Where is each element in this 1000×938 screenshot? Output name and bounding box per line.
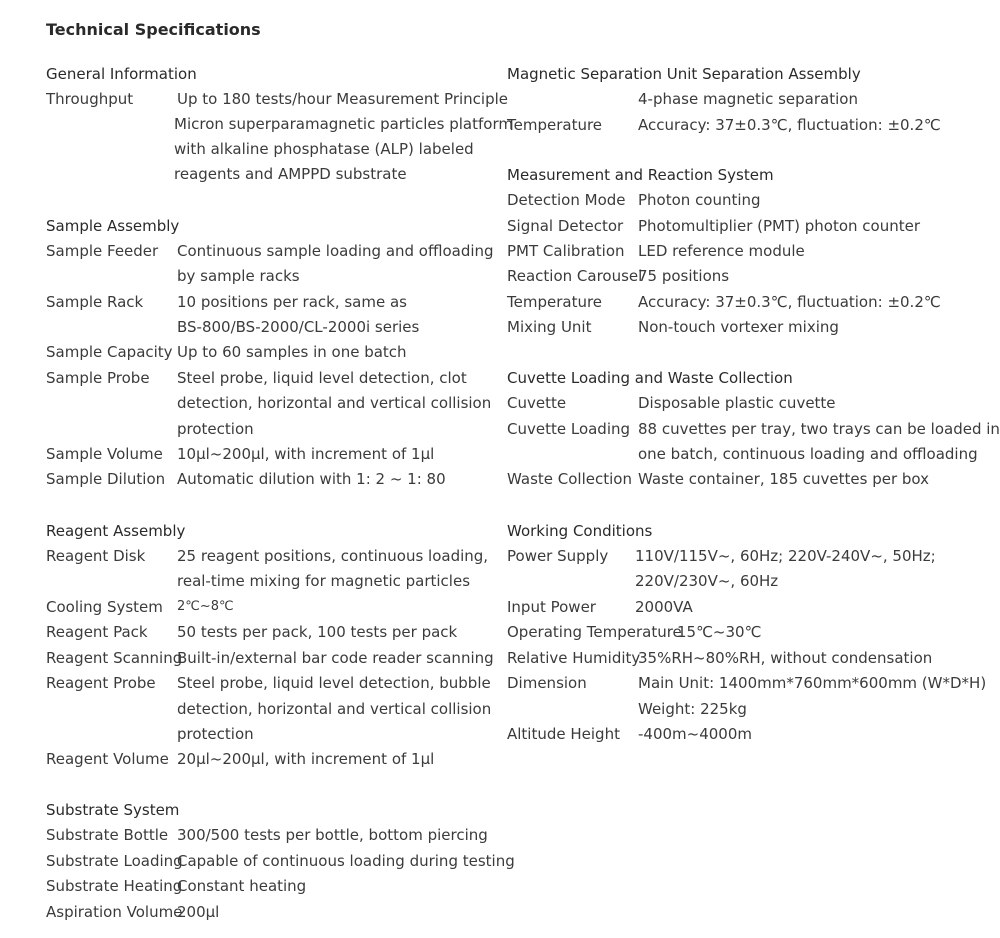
reagent-volume-label: Reagent Volume (46, 750, 169, 768)
cuvette-value: Disposable plastic cuvette (638, 394, 836, 412)
magnetic-temperature-value: Accuracy: 37±0.3℃, fluctuation: ±0.2℃ (638, 116, 941, 134)
sample-rack-value-line-2: BS-800/BS-2000/CL-2000i series (177, 318, 420, 336)
magnetic-separation-heading-bold: Magnetic Separation Unit (507, 65, 698, 83)
measurement-heading: Measurement and Reaction System (507, 166, 774, 184)
dimension-value-line-2: Weight: 225kg (638, 700, 747, 718)
sample-dilution-value: Automatic dilution with 1: 2 ~ 1: 80 (177, 470, 446, 488)
cuvette-label: Cuvette (507, 394, 567, 412)
altitude-height-value: -400m~4000m (638, 725, 753, 743)
reagent-probe-value-line-3: protection (177, 725, 254, 743)
power-supply-value-line-1: 110V/115V~, 60Hz; 220V-240V~, 50Hz; (635, 547, 936, 565)
cuvette-loading-value-line-1: 88 cuvettes per tray, two trays can be loaded in (638, 420, 1000, 438)
sample-volume-value: 10μl~200μl, with increment of 1μl (177, 445, 435, 463)
dimension-label: Dimension (507, 674, 587, 692)
general-information-heading: General Information (46, 65, 197, 83)
substrate-loading-label: Substrate Loading (46, 852, 183, 870)
page-title: Technical Specifications (46, 20, 261, 39)
reaction-temperature-value: Accuracy: 37±0.3℃, fluctuation: ±0.2℃ (638, 293, 941, 311)
detection-mode-label: Detection Mode (507, 191, 626, 209)
magnetic-temperature-label: Temperature (507, 116, 603, 134)
throughput-value-line-1: Up to 180 tests/hour Measurement Principle (177, 90, 508, 108)
sample-feeder-value-line-1: Continuous sample loading and offloading (177, 242, 494, 260)
reagent-probe-label: Reagent Probe (46, 674, 156, 692)
reaction-carousel-value: 75 positions (638, 267, 730, 285)
reagent-probe-value-line-2: detection, horizontal and vertical collision (177, 700, 492, 718)
mixing-unit-label: Mixing Unit (507, 318, 592, 336)
reaction-temperature-label: Temperature (507, 293, 603, 311)
working-conditions-heading: Working Conditions (507, 522, 653, 540)
pmt-calibration-value: LED reference module (638, 242, 805, 260)
reagent-disk-label: Reagent Disk (46, 547, 146, 565)
sample-probe-value-line-3: protection (177, 420, 254, 438)
sample-feeder-value-line-2: by sample racks (177, 267, 300, 285)
reagent-probe-value-line-1: Steel probe, liquid level detection, bubble (177, 674, 491, 692)
sample-dilution-label: Sample Dilution (46, 470, 166, 488)
relative-humidity-label: Relative Humidity (507, 649, 641, 667)
sample-capacity-label: Sample Capacity (46, 343, 173, 361)
magnetic-separation-heading (507, 64, 861, 84)
pmt-calibration-label: PMT Calibration (507, 242, 625, 260)
input-power-label: Input Power (507, 598, 596, 616)
operating-temperature-value: 15℃~30℃ (677, 623, 762, 641)
sample-probe-value-line-2: detection, horizontal and vertical collision (177, 394, 492, 412)
reagent-disk-value-line-2: real-time mixing for magnetic particles (177, 572, 471, 590)
power-supply-label: Power Supply (507, 547, 609, 565)
cooling-system-label: Cooling System (46, 598, 163, 616)
dimension-value-line-1: Main Unit: 1400mm*760mm*600mm (W*D*H) (638, 674, 987, 692)
reagent-pack-label: Reagent Pack (46, 623, 148, 641)
substrate-heating-label: Substrate Heating (46, 877, 183, 895)
aspiration-volume-value: 200μl (177, 903, 220, 921)
operating-temperature-label: Operating Temperature (507, 623, 682, 641)
sample-capacity-value: Up to 60 samples in one batch (177, 343, 407, 361)
reagent-volume-value: 20μl~200μl, with increment of 1μl (177, 750, 435, 768)
reagent-assembly-heading: Reagent Assembly (46, 522, 186, 540)
sample-probe-value-line-1: Steel probe, liquid level detection, clot (177, 369, 467, 387)
reaction-carousel-label: Reaction Carousel (507, 267, 643, 285)
substrate-loading-value: Capable of continuous loading during testing (177, 852, 515, 870)
throughput-value-line-4: reagents and AMPPD substrate (174, 165, 407, 183)
signal-detector-value: Photomultiplier (PMT) photon counter (638, 217, 921, 235)
input-power-value: 2000VA (635, 598, 693, 616)
substrate-bottle-value: 300/500 tests per bottle, bottom piercing (177, 826, 488, 844)
sample-probe-label: Sample Probe (46, 369, 150, 387)
cuvette-loading-value-line-2: one batch, continuous loading and offloading (638, 445, 978, 463)
aspiration-volume-label: Aspiration Volume (46, 903, 183, 921)
magnetic-separation-value: 4-phase magnetic separation (638, 90, 858, 108)
substrate-heating-value: Constant heating (177, 877, 307, 895)
substrate-system-heading: Substrate System (46, 801, 180, 819)
reagent-pack-value: 50 tests per pack, 100 tests per pack (177, 623, 458, 641)
throughput-value-line-3: with alkaline phosphatase (ALP) labeled (174, 140, 474, 158)
signal-detector-label: Signal Detector (507, 217, 624, 235)
magnetic-separation-heading-rest: Separation Assembly (702, 65, 861, 83)
reagent-scanning-label: Reagent Scanning (46, 649, 183, 667)
throughput-label: Throughput (46, 90, 134, 108)
waste-collection-label: Waste Collection (507, 470, 632, 488)
throughput-value-line-2: Micron superparamagnetic particles platform (174, 115, 513, 133)
substrate-bottle-label: Substrate Bottle (46, 826, 169, 844)
sample-rack-value-line-1: 10 positions per rack, same as (177, 293, 407, 311)
sample-rack-label: Sample Rack (46, 293, 144, 311)
reagent-disk-value-line-1: 25 reagent positions, continuous loading, (177, 547, 489, 565)
sample-feeder-label: Sample Feeder (46, 242, 159, 260)
cooling-system-value: 2℃~8℃ (177, 599, 234, 614)
waste-collection-value: Waste container, 185 cuvettes per box (638, 470, 929, 488)
relative-humidity-value: 35%RH~80%RH, without condensation (638, 649, 933, 667)
detection-mode-value: Photon counting (638, 191, 761, 209)
mixing-unit-value: Non-touch vortexer mixing (638, 318, 839, 336)
cuvette-heading: Cuvette Loading and Waste Collection (507, 369, 793, 387)
reagent-scanning-value: Built-in/external bar code reader scanning (177, 649, 494, 667)
altitude-height-label: Altitude Height (507, 725, 620, 743)
cuvette-loading-label: Cuvette Loading (507, 420, 631, 438)
power-supply-value-line-2: 220V/230V~, 60Hz (635, 572, 779, 590)
sample-volume-label: Sample Volume (46, 445, 163, 463)
sample-assembly-heading: Sample Assembly (46, 217, 180, 235)
